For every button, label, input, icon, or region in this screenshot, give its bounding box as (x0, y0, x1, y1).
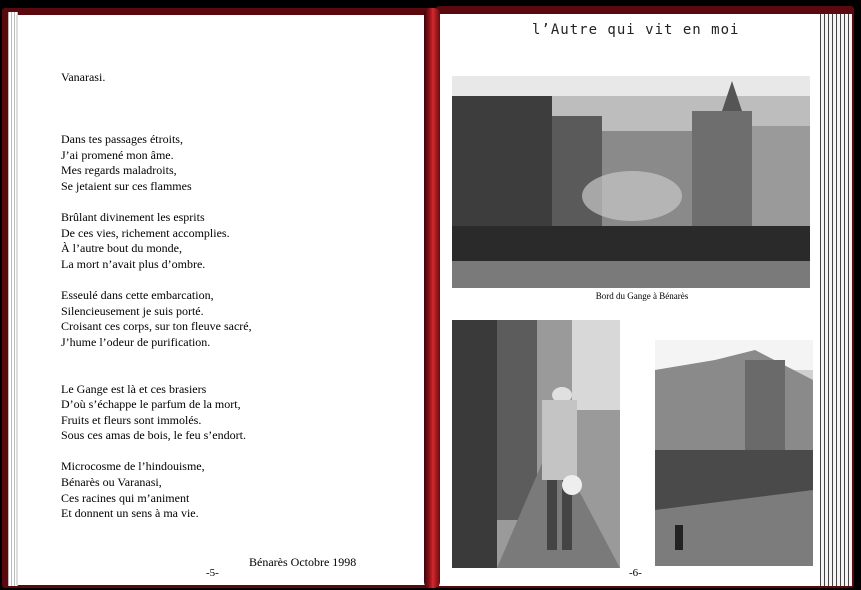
poem-line: Bénarès ou Varanasi, (61, 475, 162, 490)
poem-line: Se jetaient sur ces flammes (61, 178, 192, 193)
poem-line: De ces vies, richement accomplies. (61, 225, 230, 240)
poem-line: Silencieusement je suis porté. (61, 303, 204, 318)
poem-signature: Bénarès Octobre 1998 (249, 555, 357, 569)
poem-line: La mort n’avait plus d’ombre. (61, 256, 206, 271)
ganges-ghats-photo (452, 76, 810, 288)
poem-line: Mes regards maladroits, (61, 163, 177, 178)
poem-line: Dans tes passages étroits, (61, 132, 183, 147)
poem-line: Fruits et fleurs sont immolés. (61, 412, 202, 427)
poem-line: Le Gange est là et ces brasiers (61, 381, 207, 396)
narrow-street-photo (452, 320, 620, 568)
poem (61, 70, 401, 522)
poem-heading: Vanarasi. (61, 70, 106, 84)
poem-line: D’où s’échappe le parfum de la mort, (61, 397, 241, 412)
book-spine (424, 8, 440, 588)
ruins-photo (655, 340, 813, 566)
poem-line: J’ai promené mon âme. (61, 147, 174, 162)
poem-line: Brûlant divinement les esprits (61, 210, 205, 225)
poem-line: Et donnent un sens à ma vie. (61, 506, 199, 521)
page-number-right: -6- (629, 567, 642, 579)
poem-line: Croisant ces corps, sur ton fleuve sacré, (61, 319, 252, 334)
poem-line: Ces racines qui m’animent (61, 490, 190, 505)
page-title: l’Autre qui vit en moi (532, 22, 740, 38)
poem-line: Esseulé dans cette embarcation, (61, 288, 214, 303)
poem-line: Sous ces amas de bois, le feu s’endort. (61, 428, 246, 443)
poem-line: À l’autre bout du monde, (61, 241, 182, 256)
poem-line: Microcosme de l’hindouisme, (61, 459, 205, 474)
poem-line: J’hume l’odeur de purification. (61, 334, 211, 349)
photo-caption: Bord du Gange à Bénarès (595, 291, 689, 301)
page-number-left: -5- (206, 567, 219, 579)
